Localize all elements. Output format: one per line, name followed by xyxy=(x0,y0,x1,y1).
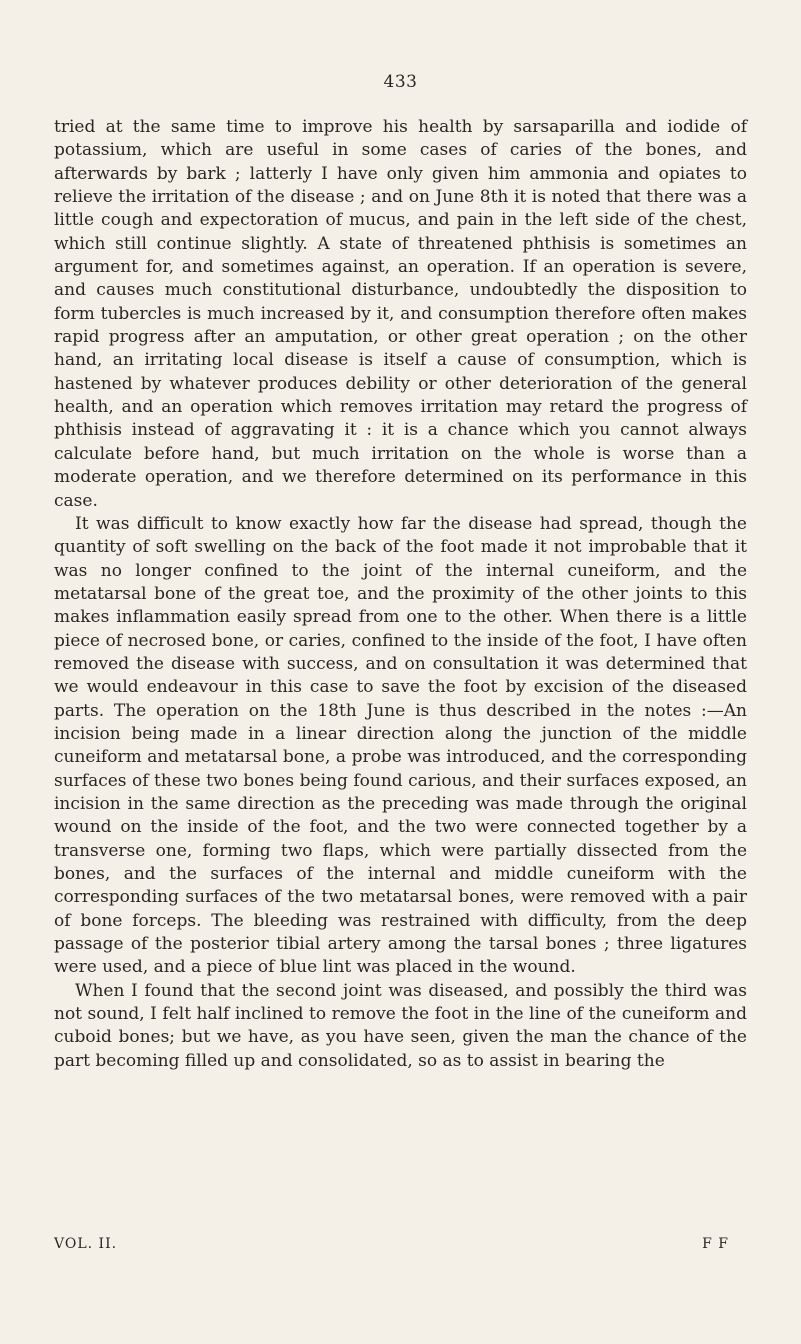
volume-label: VOL. II. xyxy=(54,1236,118,1252)
paragraph-1: tried at the same time to improve his health by sarsaparilla and iodide of potassium, which are useful in some cases of caries of the bones, and afterwards by bark ; latterly I have only given him ammonia and opiates to relieve the irritation of the disease ; and on June 8th it is noted that there was a little cough and expectoration of mucus, and pain in the left side of the chest, which still continue slightly. A state of threatened phthisis is sometimes an argument for, and sometimes against, an operation. If an operation is severe, and causes much constitutional disturbance, undoubtedly the disposition to form tubercles is much increased by it, and consumption therefore often makes rapid progress after an amputation, or other great operation ; on the other hand, an irritating local disease is itself a cause of consumption, which is hastened by whatever produces debility or other deterioration of the general health, and an operation which removes irritation may retard the progress of phthisis instead of aggravating it : it is a chance which you cannot always calculate before hand, but much irritation on the whole is worse than a moderate operation, and we therefore determined on its performance in this case. xyxy=(54,117,747,511)
page-footer xyxy=(54,1236,747,1252)
body-text xyxy=(54,116,747,1073)
signature-mark: F F xyxy=(702,1236,729,1252)
page-number: 433 xyxy=(383,72,418,92)
paragraph-2: It was difficult to know exactly how far the disease had spread, though the quantity of soft swelling on the back of the foot made it not improbable that it was no longer confined to the joint of the internal cuneiform, and the metatarsal bone of the great toe, and the proximity of the other joints to this makes inflammation easily spread from one to the other. When there is a little piece of necrosed bone, or caries, confined to the inside of the foot, I have often removed the disease with success, and on consultation it was determined that we would endeavour in this case to save the foot by excision of the diseased parts. The operation on the 18th June is thus described in the notes :—An incision being made in a linear direction along the junction of the middle cuneiform and metatarsal bone, a probe was introduced, and the corresponding surfaces of these two bones being found carious, and their surfaces exposed, an incision in the same direction as the preceding was made through the original wound on the inside of the foot, and the two were connected together by a transverse one, forming two flaps, which were partially dissected from the bones, and the surfaces of the internal and middle cuneiform with the corresponding surfaces of the two metatarsal bones, were removed with a pair of bone forceps. The bleeding was restrained with difficulty, from the deep passage of the posterior tibial artery among the tarsal bones ; three ligatures were used, and a piece of blue lint was placed in the wound. xyxy=(54,513,747,978)
paragraph-3: When I found that the second joint was diseased, and possibly the third was not sound, I felt half inclined to remove the foot in the line of the cuneiform and cuboid bones; but we have, as you have seen, given the man the chance of the part becoming filled up and consolidated, so as to assist in bearing the xyxy=(54,980,747,1071)
